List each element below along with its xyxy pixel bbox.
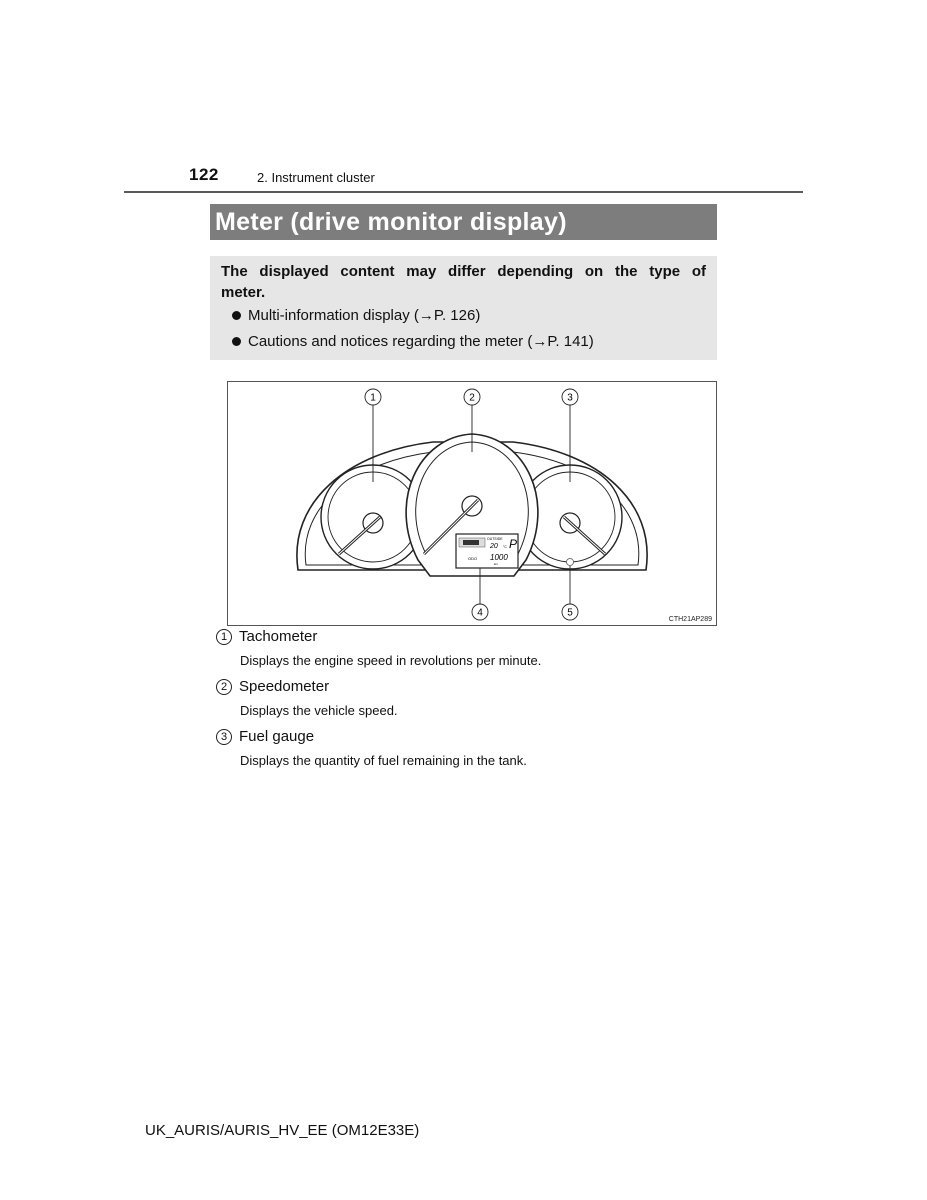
item-number: 2 bbox=[216, 679, 232, 695]
note-lead bbox=[221, 261, 706, 303]
note-bullet bbox=[232, 307, 480, 324]
instrument-cluster-illustration bbox=[228, 382, 716, 625]
note-lead-line2: meter. bbox=[221, 284, 266, 301]
list-item bbox=[216, 728, 314, 745]
odometer-readout: 1000 bbox=[490, 553, 508, 562]
list-item bbox=[216, 628, 317, 645]
callout-5: 5 bbox=[567, 607, 573, 619]
item-description: Displays the quantity of fuel remaining in the tank. bbox=[240, 753, 527, 768]
item-label: Speedometer bbox=[239, 678, 330, 695]
item-label: Fuel gauge bbox=[239, 728, 315, 745]
item-label: Tachometer bbox=[239, 628, 318, 645]
section-title: 2. Instrument cluster bbox=[257, 170, 375, 185]
instrument-cluster-figure bbox=[227, 381, 717, 626]
header-rule bbox=[124, 191, 803, 193]
item-number: 1 bbox=[216, 629, 232, 645]
item-description: Displays the engine speed in revolutions per minute. bbox=[240, 653, 542, 668]
callout-2: 2 bbox=[469, 392, 475, 404]
figure-code: CTH21AP289 bbox=[668, 616, 712, 623]
title-bar bbox=[210, 204, 717, 240]
footer: UK_AURIS/AURIS_HV_EE (OM12E33E) bbox=[145, 1122, 420, 1139]
multi-information-display bbox=[456, 534, 518, 568]
list-item bbox=[216, 678, 329, 695]
page-number: 122 bbox=[189, 165, 219, 184]
temperature-unit: °C bbox=[503, 545, 507, 549]
bullet-icon bbox=[232, 311, 241, 320]
note-bullet-text: Multi-information display (→P. 126) bbox=[248, 307, 481, 324]
temperature-readout: 20 bbox=[490, 543, 498, 550]
indicator-light bbox=[567, 559, 574, 566]
outside-label: OUTSIDE bbox=[487, 537, 503, 541]
callout-1: 1 bbox=[370, 392, 376, 404]
bullet-icon bbox=[232, 337, 241, 346]
note-lead-line1: The displayed content may differ depending on the type of bbox=[221, 263, 706, 280]
note-bullet-text: Cautions and notices regarding the meter (→P. 141) bbox=[248, 333, 594, 350]
page-title: Meter (drive monitor display) bbox=[215, 207, 567, 236]
note-bullet bbox=[232, 333, 594, 350]
odometer-unit: km bbox=[494, 562, 498, 566]
callout-4: 4 bbox=[477, 607, 483, 619]
gear-indicator: P bbox=[509, 537, 518, 551]
note-box bbox=[210, 256, 717, 360]
item-number: 3 bbox=[216, 729, 232, 745]
callout-3: 3 bbox=[567, 392, 573, 404]
trip-label: ODO bbox=[468, 556, 478, 561]
item-description: Displays the vehicle speed. bbox=[240, 703, 398, 718]
